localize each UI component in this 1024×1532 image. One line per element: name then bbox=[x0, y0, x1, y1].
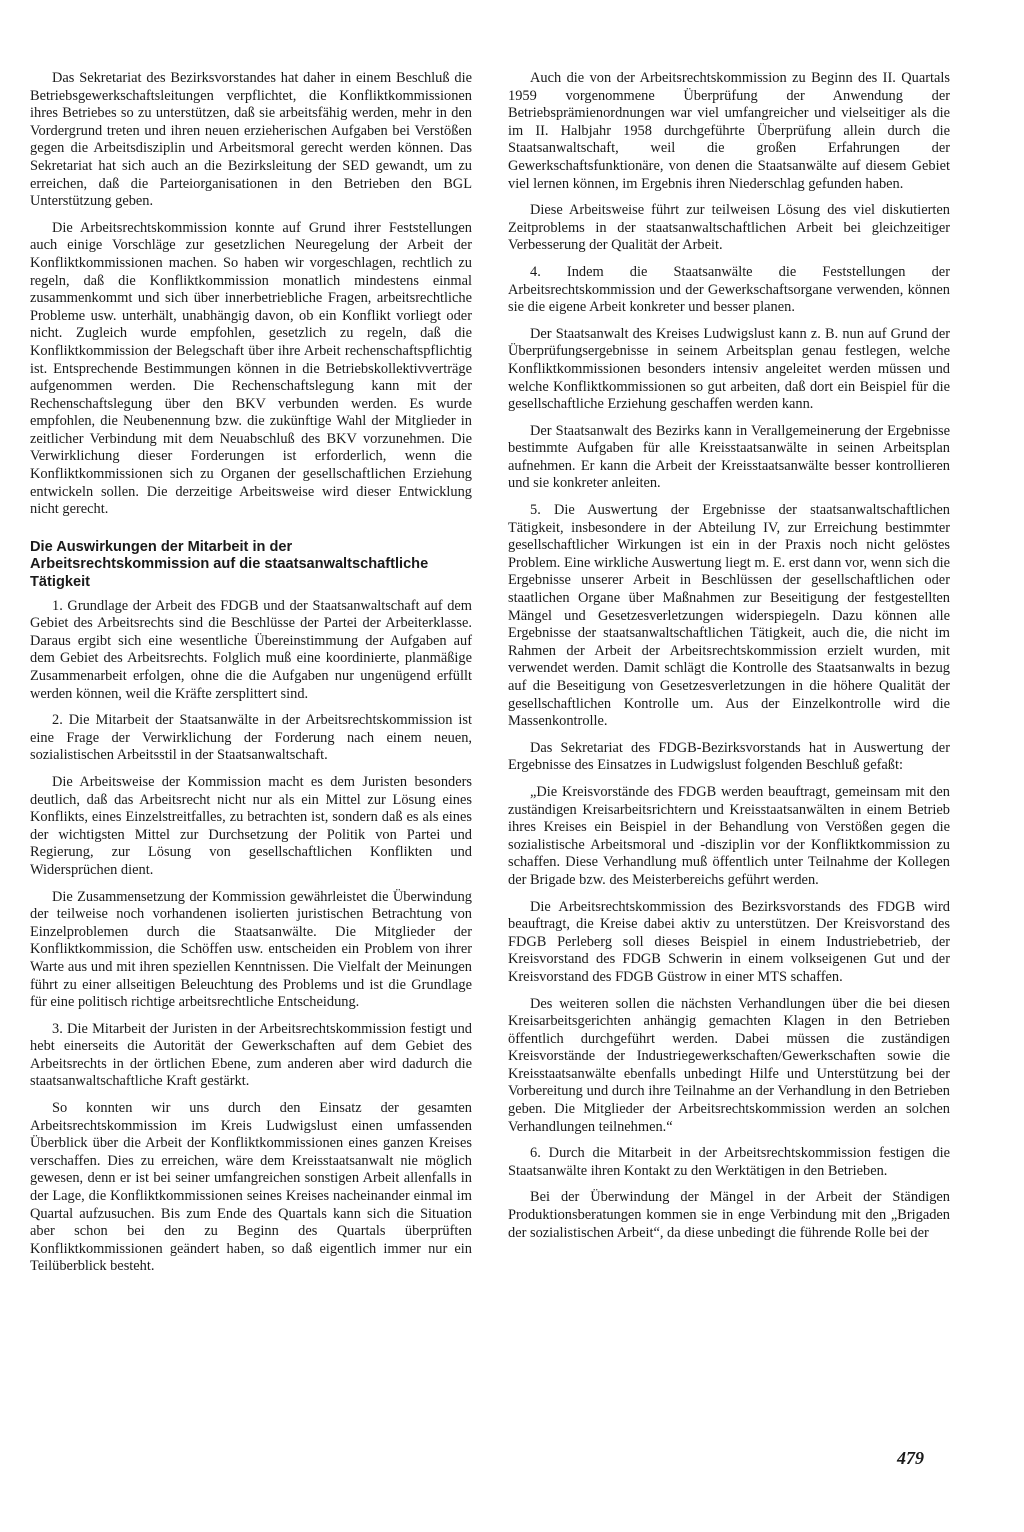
right-column bbox=[508, 70, 950, 1251]
document-page bbox=[30, 70, 970, 1470]
paragraph: Bei der Überwindung der Mängel in der Arbeit der Ständigen Produktionsberatungen kommen sie in enge Verbindung mit den „Brigaden der sozialistischen Arbeit“, da diese unbedingt die führende Rolle bei der bbox=[508, 1189, 950, 1241]
left-column bbox=[30, 70, 472, 1285]
paragraph: 6. Durch die Mitarbeit in der Arbeitsrechtskommission festigen die Staatsanwälte ihren Kontakt zu den Werktätigen in den Betrieben. bbox=[508, 1145, 950, 1179]
paragraph: Auch die von der Arbeitsrechtskommission zu Beginn des II. Quartals 1959 vorgenommene Überprüfung der Anwendung der Betriebsprämienordnungen war viel umfangreicher und vielseitiger als die im II. Halbjahr 1958 durchgeführte Überprüfung allein durch die Staatsanwaltschaft, weil die großen Erfahrungen der Gewerkschaftsfunktionäre, von denen die Staatsanwälte auf diesem Gebiet viel lernen können, im Ergebnis ihren Niederschlag gefunden haben. bbox=[508, 70, 950, 192]
paragraph: Das Sekretariat des Bezirksvorstandes hat daher in einem Beschluß die Betriebsgewerkschaftsleitungen verpflichtet, die Konfliktkommissionen ihres Betriebes so zu unterstützen, daß sie arbeitsfähig werden, mehr in den Vordergrund treten und ihren neuen erzieherischen Aufgaben bei Verstößen gegen die Arbeitsdisziplin und Arbeitsmoral gerecht werden können. Das Sekretariat hat sich auch an die Bezirksleitung der SED gewandt, um zu erreichen, daß die Parteiorganisationen in den Betrieben den BGL Unterstützung geben. bbox=[30, 70, 472, 210]
paragraph: Der Staatsanwalt des Bezirks kann in Verallgemeinerung der Ergebnisse bestimmte Aufgaben für alle Kreisstaatsanwälte in seinen Arbeitsplan aufnehmen. Er kann die Arbeit der Kreisstaatsanwälte besser kontrollieren und sie konkreter anleiten. bbox=[508, 422, 950, 492]
paragraph: Diese Arbeitsweise führt zur teilweisen Lösung des viel diskutierten Zeitproblems in der staatsanwaltschaftlichen Arbeit bei gleichzeitiger Verbesserung der Qualität der Arbeit. bbox=[508, 202, 950, 254]
paragraph: 4. Indem die Staatsanwälte die Feststellungen der Arbeitsrechtskommission und der Gewerkschaftsorgane verwenden, können sie die eigene Arbeit konkreter und besser planen. bbox=[508, 263, 950, 316]
paragraph: 5. Die Auswertung der Ergebnisse der staatsanwaltschaftlichen Tätigkeit, insbesondere in der Abteilung IV, zur Erreichung bestimmter gesellschaftlicher Wirkungen ist ein in der Praxis noch nicht gelöstes Problem. Eine wirkliche Auswertung liegt m. E. erst dann vor, wenn sich die Ergebnisse unserer Arbeit in Beschlüssen der gesellschaftlichen oder staatlichen Organe über Maßnahmen zur Beseitigung der festgestellten Mängel und Gesetzesverletzungen widerspiegeln. Dazu können alle Ergebnisse der staatsanwaltschaftlichen Tätigkeit, auch die, die nicht im Rahmen der Arbeit der Arbeitsrechtskommission erzielt wurden, mit verwendet werden. Damit schlägt die Kontrolle des Staatsanwalts in bezug auf die Beseitigung von Gesetzesverletzungen in die höhere Qualität der gesellschaftlichen Kontrolle um. Aus der Einzelkontrolle wird die Massenkontrolle. bbox=[508, 502, 950, 730]
paragraph: Die Arbeitsrechtskommission konnte auf Grund ihrer Feststellungen auch einige Vorschläge zur gesetzlichen Neuregelung der Arbeit der Konfliktkommissionen machen. So haben wir vorgeschlagen, rechtlich zu regeln, daß die Konfliktkommission monatlich mindestens einmal zusammenkommt und sich über innerbetriebliche Fragen, arbeitsrechtliche Probleme usw. unterhält, unabhängig davon, ob ein Konflikt vorliegt oder nicht. Zugleich wurde empfohlen, gesetzlich zu regeln, daß die Konfliktkommission der Belegschaft über ihre Arbeit rechenschaftspflichtig ist. Entsprechende Bestimmungen können in die Betriebskollektivverträge aufgenommen werden. Die Rechenschaftslegung kann mit der Rechenschaftslegung über den BKV verbunden werden. Es wurde empfohlen, die Neubenennung bzw. die zukünftige Wahl der Mitglieder in zeitlicher Verbindung mit dem Neuabschluß des BKV vorzunehmen. Die Verwirklichung dieser Forderungen ist erforderlich, wenn die Konfliktkommissionen sich zu Organen der gesellschaftlichen Erziehung entwickeln sollen. Die derzeitige Arbeitsweise wird dieser Entwicklung nicht gerecht. bbox=[30, 219, 472, 518]
section-heading: Die Auswirkungen der Mitarbeit in der Arbeitsrechtskommission auf die staatsanwaltschaftliche Tätigkeit bbox=[30, 538, 429, 591]
paragraph: 2. Die Mitarbeit der Staatsanwälte in der Arbeitsrechtskommission ist eine Frage der Verwirklichung der Forderung nach einem neuen, sozialistischen Arbeitsstil in der Staatsanwaltschaft. bbox=[30, 712, 472, 764]
paragraph: Das Sekretariat des FDGB-Bezirksvorstands hat in Auswertung der Ergebnisse des Einsatzes in Ludwigslust folgenden Beschluß gefaßt: bbox=[508, 739, 950, 774]
paragraph: Die Zusammensetzung der Kommission gewährleistet die Überwindung der teilweise noch vorhandenen isolierten juristischen Betrachtung von Einzelproblemen durch die Staatsanwälte. Die Mitglieder der Konfliktkommission, die Schöffen usw. entscheiden ein Problem von ihrer Warte aus und mit ihren speziellen Kenntnissen. Die Vielfalt der Meinungen führt zu einer allseitigen Beleuchtung des Problems und ist die Grundlage für eine politisch richtige arbeitsrechtliche Entscheidung. bbox=[30, 888, 472, 1011]
quote-paragraph: Die Arbeitsrechtskommission des Bezirksvorstands des FDGB wird beauftragt, die Kreise dabei aktiv zu unterstützen. Der Kreisvorstand des FDGB Perleberg soll dieses Beispiel in einem Industriebetrieb, der Kreisvorstand des FDGB Schwerin in einem volkseigenen Gut und der Kreisvorstand des FDGB Güstrow in einer MTS schaffen. bbox=[508, 898, 950, 985]
paragraph: 1. Grundlage der Arbeit des FDGB und der Staatsanwaltschaft auf dem Gebiet des Arbeitsrechts sind die Beschlüsse der Partei der Arbeiterklasse. Daraus ergibt sich eine wesentliche Übereinstimmung der Aufgaben auf dem Gebiet des Arbeitsrechts. Folglich muß eine koordinierte, planmäßige Zusammenarbeit erfolgen, ohne die die Aufgaben nur ungenügend erfüllt werden können, weil die Kräfte zersplittert sind. bbox=[30, 597, 472, 702]
paragraph: So konnten wir uns durch den Einsatz der gesamten Arbeitsrechtskommission im Kreis Ludwigslust einen umfassenden Überblick über die Arbeit der Konfliktkommissionen eines ganzen Kreises verschaffen. Dies zu erreichen, wäre dem Kreisstaatsanwalt nie möglich gewesen, denn er ist bei seiner umfangreichen sonstigen Arbeit allenfalls in der Lage, die Konfliktkommissionen seines Kreises nacheinander einmal im Quartal aufzusuchen. Bis zum Ende des Quartals kann sich die Situation aber schon bei den zu Beginn des Quartals überprüften Konfliktkommissionen geändert haben, so daß eigentlich immer nur ein Teilüberblick besteht. bbox=[30, 1100, 472, 1275]
paragraph: Der Staatsanwalt des Kreises Ludwigslust kann z. B. nun auf Grund der Überprüfungsergebnisse in seinem Arbeitsplan genau festlegen, welche Konfliktkommissionen besonders intensiv angeleitet werden müssen und welche Konfliktkommissionen so gut arbeiten, daß dort ein Beispiel für die gesellschaftliche Erziehung geschaffen werden kann. bbox=[508, 325, 950, 413]
paragraph: 3. Die Mitarbeit der Juristen in der Arbeitsrechtskommission festigt und hebt einerseits die Autorität der Gewerkschaften auf dem Gebiet des Arbeitsrechts in der örtlichen Ebene, zum anderen aber wird dadurch die staatsanwaltschaftliche Kraft gestärkt. bbox=[30, 1020, 472, 1090]
paragraph: Die Arbeitsweise der Kommission macht es dem Juristen besonders deutlich, daß das Arbeitsrecht nicht nur als ein Mittel zur Lösung eines Konflikts, eines Einzelstreitfalles, zu betrachten ist, sondern daß es als eines der wichtigsten Mittel zur Durchsetzung der Politik von Partei und Regierung, zur Lösung von gesellschaftlichen Konflikten und Widersprüchen dient. bbox=[30, 773, 472, 878]
quote-paragraph: Des weiteren sollen die nächsten Verhandlungen über die bei diesen Kreisarbeitsgerichten anhängig gemachten Klagen in den Betrieben öffentlich durchgeführt werden. Dabei müssen die zuständigen Kreisvorstände der Industriegewerkschaften/Gewerkschaften sowie die Kreisstaatsanwälte ebenfalls unbedingt Hilfe und Unterstützung bei der Vorbereitung und durch ihre Teilnahme an der Verhandlung in den Betrieben geben. Die Mitglieder der Arbeitsrechtskommission werden an solchen Verhandlungen teilnehmen.“ bbox=[508, 995, 950, 1135]
page-number: 479 bbox=[897, 1448, 924, 1468]
quote-paragraph: „Die Kreisvorstände des FDGB werden beauftragt, gemeinsam mit den zuständigen Kreisarbeitsrichtern und Kreisstaatsanwälten in einem Betrieb ihres Kreises ein Beispiel in der Behandlung von Verstößen gegen die sozialistische Arbeitsmoral und -disziplin vor der Konfliktkommission zu schaffen. Diese Verhandlung muß öffentlich unter Teilnahme der Kollegen der Brigade bzw. des Meisterbereichs geführt werden. bbox=[508, 783, 950, 888]
